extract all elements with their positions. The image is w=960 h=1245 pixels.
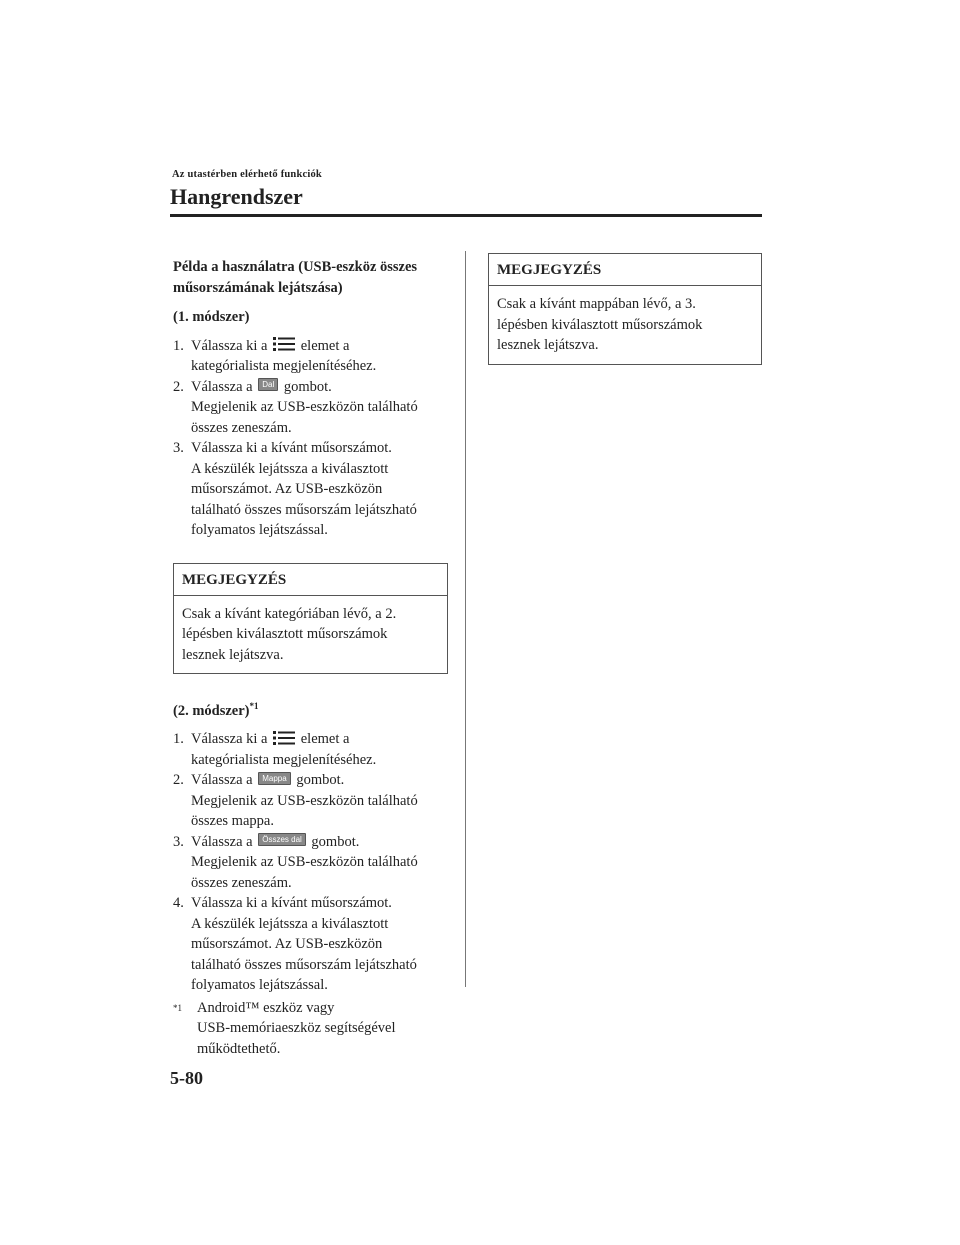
note-body: Csak a kívánt kategóriában lévő, a 2. lépésben kiválasztott műsorszámok lesznek lejátszva. — [182, 605, 397, 663]
list-item: 1. Válassza ki a elemet a kategórialista megjelenítéséhez. — [173, 731, 377, 768]
method-2-heading: (2. módszer)$^{*1}$ — [173, 701, 259, 719]
list-item: 2. Válassza a Mappa gombot. Megjelenik az USB-eszközön található összes mappa. — [173, 772, 418, 830]
list-icon — [273, 337, 295, 351]
list-item: 3. Válassza a Összes dal gombot. Megjelenik az USB-eszközön található összes zeneszám. — [173, 833, 418, 891]
note-title: MEGJEGYZÉS — [489, 254, 761, 286]
footnote-mark: *1 — [173, 1002, 182, 1013]
song-key-icon: Dal — [258, 378, 278, 391]
page-number: 5-80 — [170, 1068, 203, 1088]
folder-key-icon: Mappa — [258, 772, 290, 785]
note-title: MEGJEGYZÉS — [174, 564, 447, 596]
section-label: Az utastérben elérhető funkciók — [172, 169, 322, 180]
all-songs-key-icon: Összes dal — [258, 833, 306, 846]
list-item: 3. Válassza ki a kívánt műsorszámot. A készülék lejátssza a kiválasztott műsorszámot. Az USB-eszközön található összes műsorszám lejátszható folyamatos lejátszással. — [173, 440, 417, 538]
method-1-steps — [173, 336, 448, 541]
left-column — [173, 257, 448, 1059]
list-icon — [273, 731, 295, 745]
header-rule — [170, 214, 762, 217]
right-column — [488, 253, 762, 365]
note-box-folder — [488, 253, 762, 365]
method-2-steps — [173, 729, 448, 996]
footnote: *1 Android™ eszköz vagy USB-memóriaeszköz segítségével működtethető. — [173, 999, 396, 1057]
list-item: 4. Válassza ki a kívánt műsorszámot. A készülék lejátssza a kiválasztott műsorszámot. Az USB-eszközön található összes műsorszám lejátszható folyamatos lejátszással. — [173, 895, 417, 994]
column-divider — [465, 251, 466, 987]
example-heading: Példa a használatra (USB-eszköz összes műsorszámának lejátszása) — [173, 259, 418, 296]
list-item: 1. Válassza ki a elemet a kategórialista megjelenítéséhez. — [173, 337, 377, 374]
method-1-heading: (1. módszer) — [173, 309, 250, 325]
note-box-category — [173, 563, 448, 675]
note-body: Csak a kívánt mappában lévő, a 3. lépésben kiválasztott műsorszámok lesznek lejátszva. — [497, 296, 703, 353]
footnote-ref: *1 — [249, 701, 259, 711]
chapter-title: Hangrendszer — [170, 184, 303, 209]
list-item: 2. Válassza a Dal gombot. Megjelenik az USB-eszközön található összes zeneszám. — [173, 378, 418, 436]
